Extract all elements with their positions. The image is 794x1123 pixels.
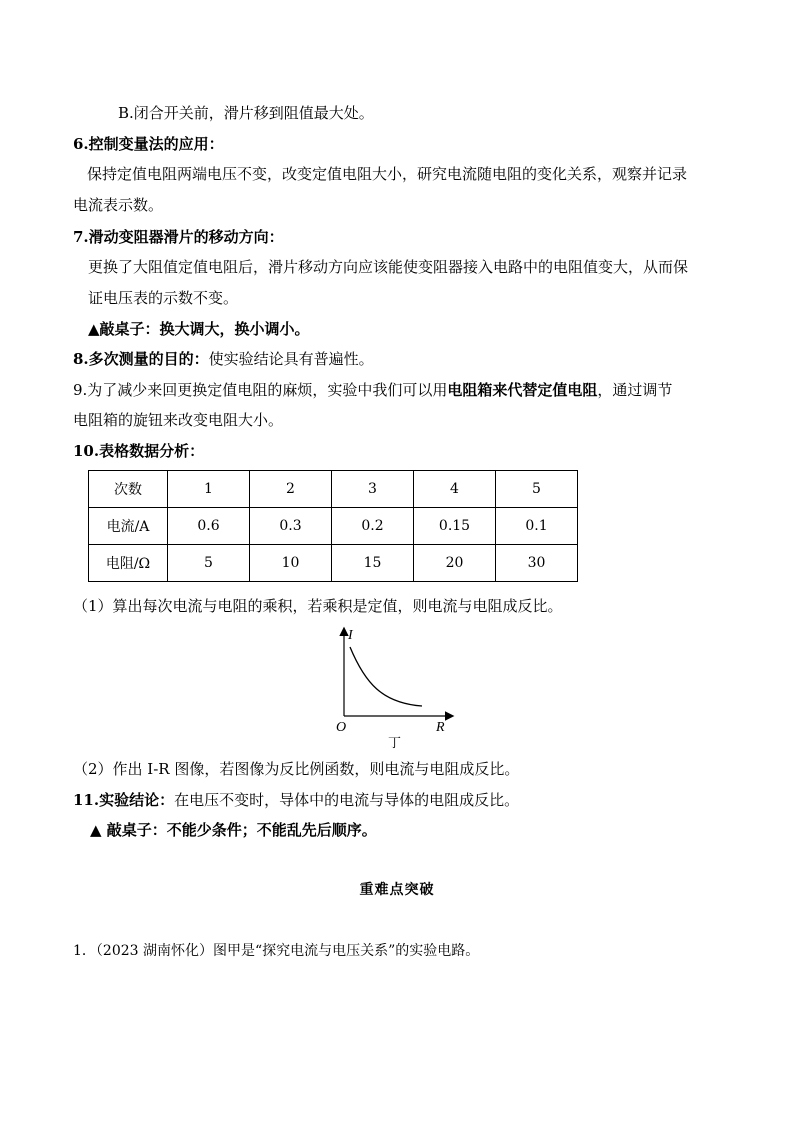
table-cell: 0.1: [496, 508, 578, 545]
item10-heading: 10.表格数据分析：: [73, 442, 205, 460]
table-cell: 5: [496, 471, 578, 508]
x-axis-label: R: [436, 720, 445, 735]
table-cell: 0.2: [332, 508, 414, 545]
analysis-2: （2）作出 I-R 图像，若图像为反比例函数，则电流与电阻成反比。: [73, 760, 520, 778]
item7-text-line2: 证电压表的示数不变。: [88, 289, 239, 307]
graph-caption: 丁: [388, 736, 402, 750]
item8-heading: 8.多次测量的目的：: [73, 350, 209, 368]
table-cell: 0.3: [250, 508, 332, 545]
section-title: 重难点突破: [359, 882, 435, 898]
item11-tip: ▲ 敲桌子：不能少条件；不能乱先后顺序。: [90, 821, 377, 839]
table-row: [89, 508, 578, 545]
item11-text: 在电压不变时，导体中的电流与导体的电阻成反比。: [174, 791, 520, 809]
item8: [73, 349, 374, 369]
table-row: [89, 471, 578, 508]
item9-text-post: ，通过调节: [597, 381, 673, 399]
table-cell: 15: [332, 545, 414, 582]
table-cell: 4: [414, 471, 496, 508]
table-cell: 20: [414, 545, 496, 582]
item6-text-line2: 电流表示数。: [73, 196, 164, 214]
item9-text-pre: 9.为了减少来回更换定值电阻的麻烦，实验中我们可以用: [73, 381, 448, 399]
table-cell: 3: [332, 471, 414, 508]
table-row: [89, 545, 578, 582]
option-b-text: B.闭合开关前，滑片移到阻值最大处。: [118, 104, 374, 122]
item7-text-line1: 更换了大阻值定值电阻后，滑片移动方向应该能使变阻器接入电路中的电阻值变大，从而保: [88, 258, 689, 276]
table-cell: 电阻/Ω: [89, 545, 168, 582]
item11: [73, 790, 519, 810]
item6-text-line1: 保持定值电阻两端电压不变，改变定值电阻大小，研究电流随电阻的变化关系，观察并记录: [87, 165, 688, 183]
i-r-graph: [330, 625, 460, 750]
inverse-curve: [350, 647, 422, 706]
item7-tip: ▲敲桌子：换大调大，换小调小。: [88, 320, 310, 338]
item9-line1: [73, 380, 672, 400]
item9-line2: 电阻箱的旋钮来改变电阻大小。: [73, 411, 284, 429]
y-axis-label: I: [348, 628, 353, 643]
item8-text: 使实验结论具有普遍性。: [208, 350, 374, 368]
analysis-1: （1）算出每次电流与电阻的乘积，若乘积是定值，则电流与电阻成反比。: [73, 597, 563, 615]
table-cell: 0.15: [414, 508, 496, 545]
item7-heading: 7.滑动变阻器滑片的移动方向：: [73, 228, 284, 246]
table-cell: 30: [496, 545, 578, 582]
item9-text-bold: 电阻箱来代替定值电阻: [447, 381, 598, 399]
table-cell: 10: [250, 545, 332, 582]
data-table: [88, 470, 578, 582]
origin-label: O: [336, 720, 347, 735]
table-cell: 次数: [89, 471, 168, 508]
table-cell: 电流/A: [89, 508, 168, 545]
table-cell: 1: [168, 471, 250, 508]
item11-heading: 11.实验结论：: [73, 791, 175, 809]
table-cell: 0.6: [168, 508, 250, 545]
table-cell: 5: [168, 545, 250, 582]
question-1: 1．（2023 湖南怀化）图甲是“探究电流与电压关系”的实验电路。: [73, 943, 480, 959]
table-cell: 2: [250, 471, 332, 508]
item6-heading: 6.控制变量法的应用：: [73, 135, 224, 153]
